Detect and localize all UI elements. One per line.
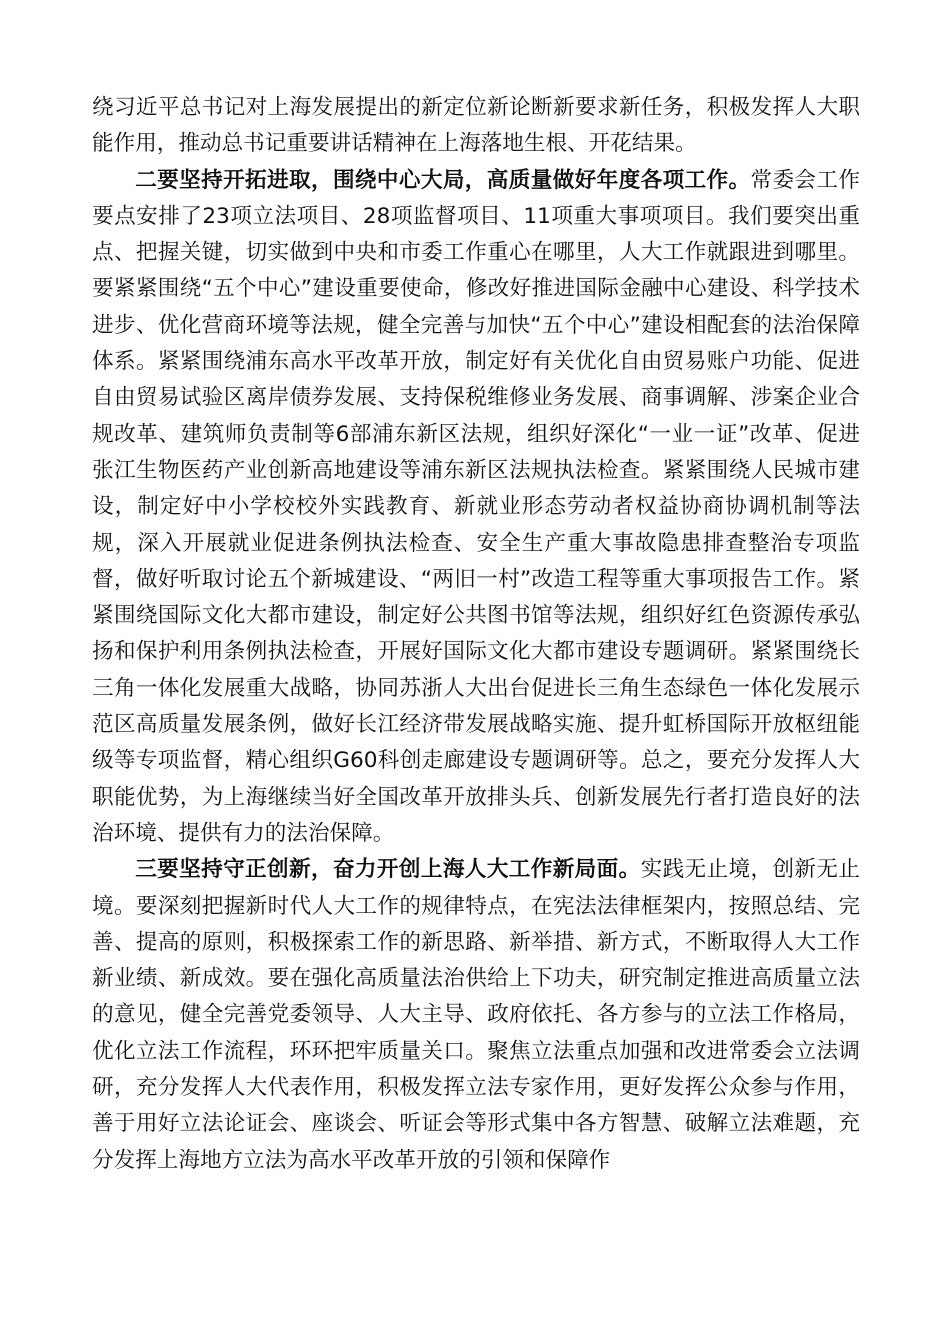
- document-page: [92, 90, 860, 1179]
- paragraph-1-text: 绕习近平总书记对上海发展提出的新定位新论断新要求新任务，积极发挥人大职能作用，推动总书记重要讲话精神在上海落地生根、开花结果。: [92, 95, 860, 157]
- paragraph-3: [92, 852, 860, 1179]
- paragraph-3-lead: 三要坚持守正创新，奋力开创上海人大工作新局面。: [135, 857, 641, 883]
- paragraph-3-text: 实践无止境，创新无止境。要深刻把握新时代人大工作的规律特点，在宪法法律框架内，按照总结、完善、提高的原则，积极探索工作的新思路、新举措、新方式，不断取得人大工作新业绩、新成效。要在强化高质量法治供给上下功夫，研究制定推进高质量立法的意见，健全完善党委领导、人大主导、政府依托、各方参与的立法工作格局，优化立法工作流程，环环把牢质量关口。聚焦立法重点加强和改进常委会立法调研，充分发挥人大代表作用，积极发挥立法专家作用，更好发挥公众参与作用，善于用好立法论证会、座谈会、听证会等形式集中各方智慧、破解立法难题，充分发挥上海地方立法为高水平改革开放的引领和保障作: [92, 857, 860, 1173]
- paragraph-2-text: 常委会工作要点安排了23项立法项目、28项监督项目、11项重大事项项目。我们要突出重点、把握关键，切实做到中央和市委工作重心在哪里，人大工作就跟进到哪里。要紧紧围绕“五个中心”建设重要使命，修改好推进国际金融中心建设、科学技术进步、优化营商环境等法规，健全完善与加快“五个中心”建设相配套的法治保障体系。紧紧围绕浦东高水平改革开放，制定好有关优化自由贸易账户功能、促进自由贸易试验区离岸债券发展、支持保税维修业务发展、商事调解、涉案企业合规改革、建筑师负责制等6部浦东新区法规，组织好深化“一业一证”改革、促进张江生物医药产业创新高地建设等浦东新区法规执法检查。紧紧围绕人民城市建设，制定好中小学校校外实践教育、新就业形态劳动者权益协商协调机制等法规，深入开展就业促进条例执法检查、安全生产重大事故隐患排查整治专项监督，做好听取讨论五个新城建设、“两旧一村”改造工程等重大事项报告工作。紧紧围绕国际文化大都市建设，制定好公共图书馆等法规，组织好红色资源传承弘扬和保护利用条例执法检查，开展好国际文化大都市建设专题调研。紧紧围绕长三角一体化发展重大战略，协同苏浙人大出台促进长三角生态绿色一体化发展示范区高质量发展条例，做好长江经济带发展战略实施、提升虹桥国际开放枢纽能级等专项监督，精心组织G60科创走廊建设专题调研等。总之，要充分发挥人大职能优势，为上海继续当好全国改革开放排头兵、创新发展先行者打造良好的法治环境、提供有力的法治保障。: [92, 167, 860, 846]
- paragraph-1: [92, 90, 860, 163]
- paragraph-2-lead: 二要坚持开拓进取，围绕中心大局，高质量做好年度各项工作。: [135, 167, 751, 193]
- paragraph-2: [92, 163, 860, 853]
